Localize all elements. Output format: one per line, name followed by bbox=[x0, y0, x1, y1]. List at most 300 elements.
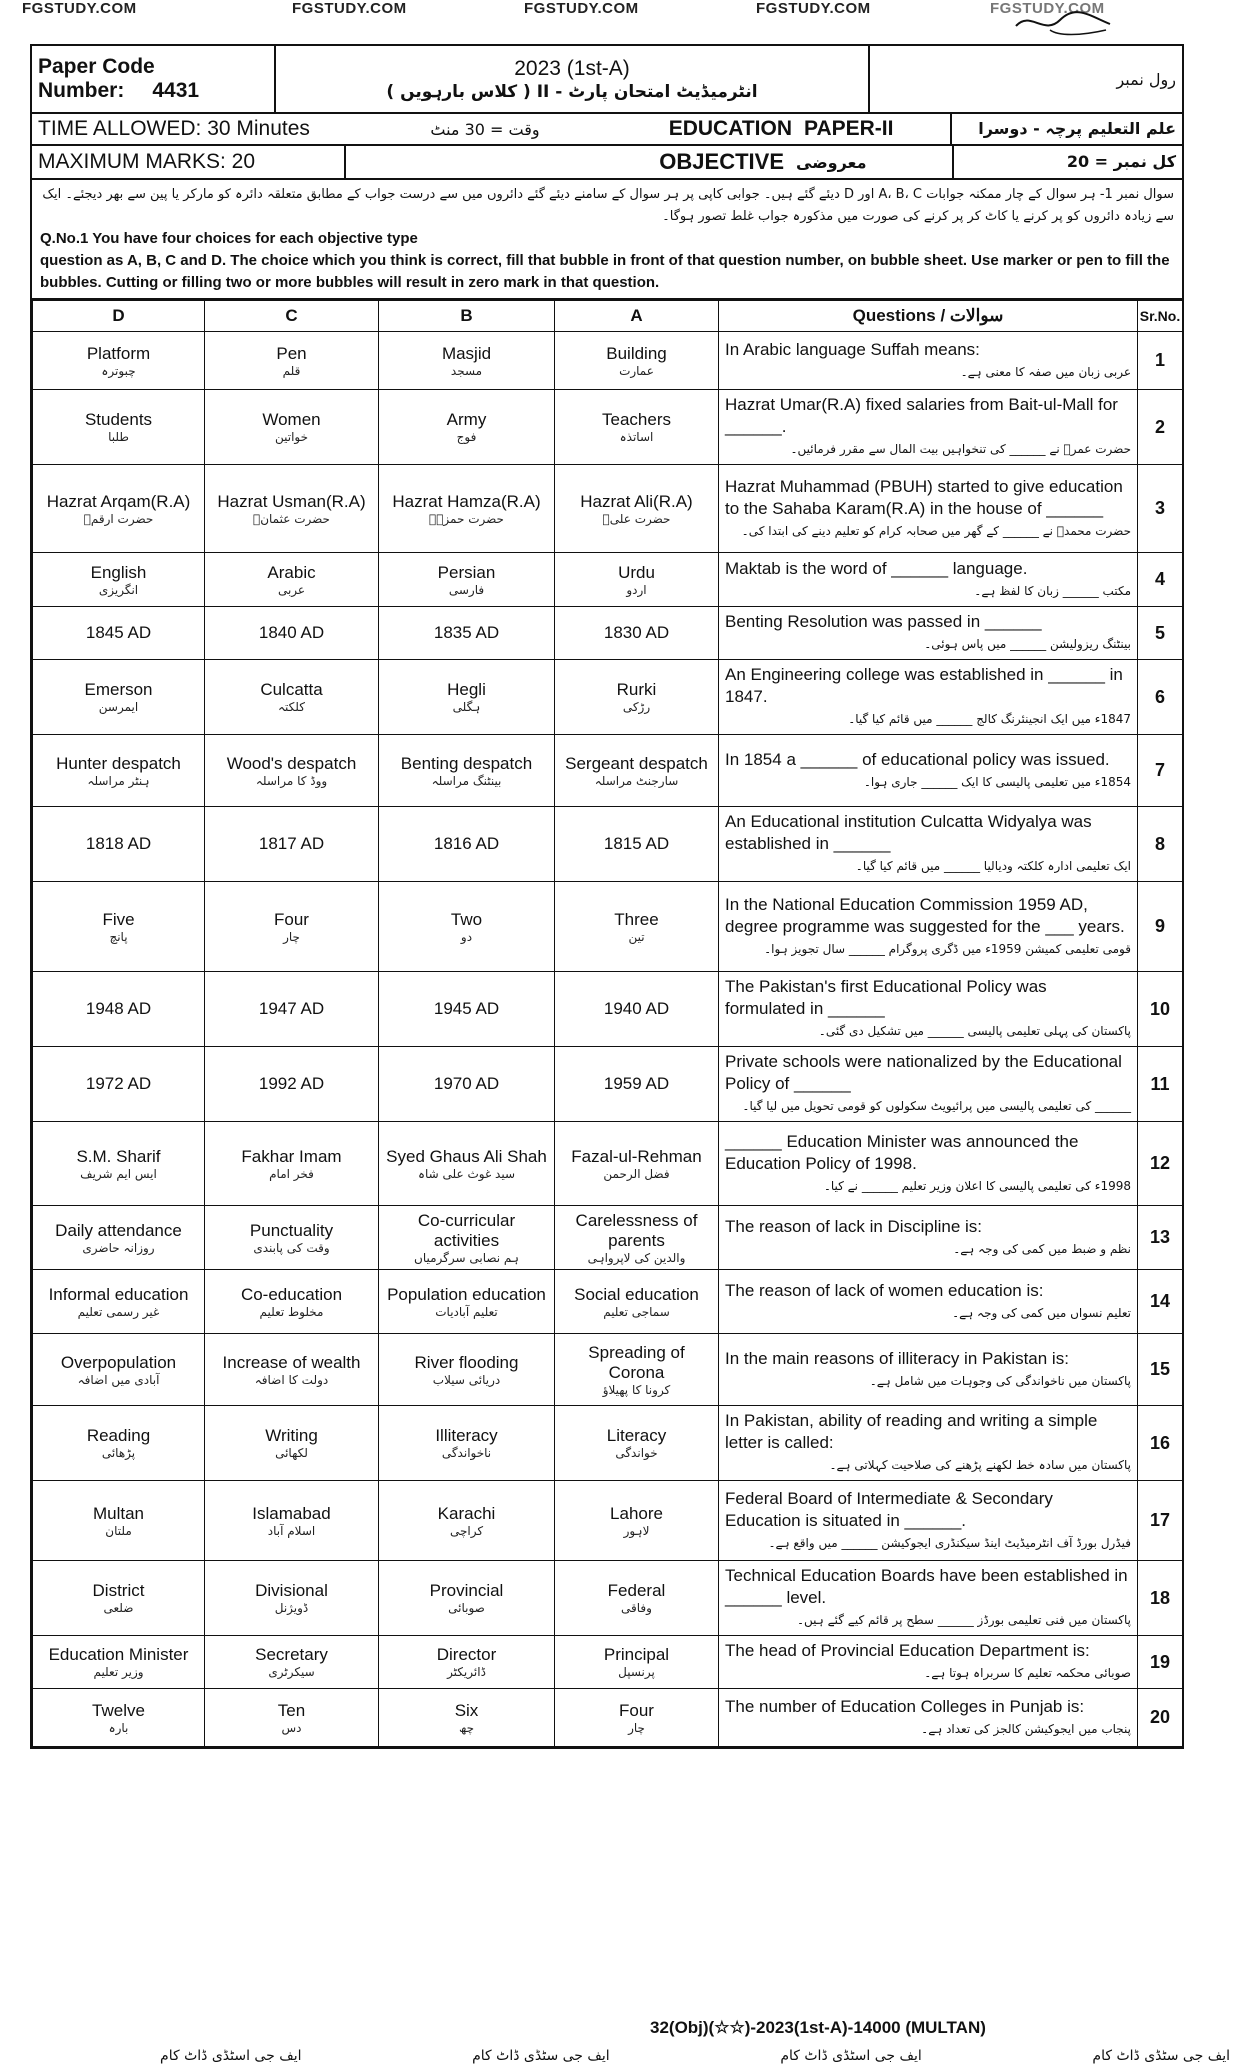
question-row bbox=[33, 1334, 1183, 1406]
option-a-urdu: عمارت bbox=[619, 363, 654, 378]
option-d-urdu: طلبا bbox=[108, 430, 129, 444]
option-c bbox=[205, 1406, 379, 1481]
option-a-text: 1815 AD bbox=[603, 834, 670, 853]
option-d bbox=[33, 332, 205, 390]
question-urdu: نظم و ضبط میں کمی کی وجہ ہے۔ bbox=[953, 1241, 1131, 1256]
option-a-urdu: تین bbox=[628, 929, 645, 944]
option-c-urdu: قلم bbox=[282, 363, 301, 378]
option-c-urdu: عربی bbox=[277, 582, 306, 597]
serial-number: 15 bbox=[1138, 1334, 1183, 1406]
option-c-urdu: حضرت عثمانؓ bbox=[253, 511, 330, 526]
option-a bbox=[555, 1481, 719, 1561]
option-a-text: 1959 AD bbox=[603, 1074, 670, 1093]
option-c-text: Women bbox=[262, 410, 321, 429]
serial-number: 13 bbox=[1138, 1206, 1183, 1270]
option-c-text: 1992 AD bbox=[258, 1074, 325, 1093]
option-b-urdu: ڈائریکٹر bbox=[447, 1665, 486, 1679]
option-d bbox=[33, 1636, 205, 1689]
option-a-urdu: خواندگی bbox=[615, 1446, 658, 1460]
option-a bbox=[555, 1270, 719, 1334]
watermark: FGSTUDY.COM bbox=[756, 0, 871, 17]
question-row bbox=[33, 1636, 1183, 1689]
option-b-text: Benting despatch bbox=[400, 753, 533, 773]
option-d-urdu: روزانہ حاضری bbox=[82, 1240, 155, 1255]
question-text-cell bbox=[719, 735, 1138, 807]
question-row bbox=[33, 1122, 1183, 1206]
option-a bbox=[555, 553, 719, 607]
exam-year: 2023 (1st-A) bbox=[514, 56, 630, 80]
question-row bbox=[33, 1561, 1183, 1636]
serial-number: 6 bbox=[1138, 660, 1183, 735]
footer-watermark: ایف جی اسٹڈی ڈاٹ کام bbox=[160, 2048, 302, 2064]
question-text-cell bbox=[719, 1206, 1138, 1270]
option-d-text: Hunter despatch bbox=[56, 753, 181, 773]
option-a-text: Teachers bbox=[602, 410, 671, 429]
header-row-code bbox=[32, 46, 1182, 114]
option-b bbox=[379, 553, 555, 607]
question-row bbox=[33, 1047, 1183, 1122]
question-row bbox=[33, 465, 1183, 553]
question-text: An Engineering college was established in ______ in 1847. bbox=[725, 665, 1123, 706]
option-d-urdu: ملتان bbox=[105, 1523, 132, 1538]
serial-number: 5 bbox=[1138, 607, 1183, 660]
option-b-text: 1835 AD bbox=[433, 623, 500, 642]
serial-number: 18 bbox=[1138, 1561, 1183, 1636]
max-marks: MAXIMUM MARKS: 20 bbox=[32, 146, 346, 178]
option-c-urdu: دس bbox=[281, 1720, 302, 1735]
option-b-urdu: فارسی bbox=[448, 582, 485, 597]
option-c-text: Wood's despatch bbox=[226, 753, 357, 773]
option-a-text: Fazal-ul-Rehman bbox=[571, 1146, 702, 1166]
option-c bbox=[205, 1481, 379, 1561]
option-c-urdu: خواتین bbox=[274, 430, 309, 444]
option-a-text: Building bbox=[606, 343, 667, 363]
question-urdu: تعلیم نسواں میں کمی کی وجہ ہے۔ bbox=[952, 1305, 1131, 1320]
option-a-urdu: لاہور bbox=[623, 1523, 650, 1538]
question-row bbox=[33, 972, 1183, 1047]
option-d-text: 1845 AD bbox=[85, 623, 152, 642]
option-c-text: 1947 AD bbox=[258, 999, 325, 1018]
option-b-text: 1816 AD bbox=[433, 834, 500, 853]
option-a-text: Federal bbox=[607, 1581, 666, 1600]
option-b-urdu: ہگلی bbox=[452, 700, 481, 714]
question-text-cell bbox=[719, 1561, 1138, 1636]
footer-watermark: ایف جی سٹڈی ڈاٹ کام bbox=[1092, 2048, 1230, 2064]
option-d bbox=[33, 1334, 205, 1406]
instructions bbox=[32, 180, 1182, 300]
questions-body bbox=[33, 332, 1183, 1747]
signature bbox=[1010, 6, 1120, 40]
serial-number: 16 bbox=[1138, 1406, 1183, 1481]
serial-number: 11 bbox=[1138, 1047, 1183, 1122]
table-header-row bbox=[33, 301, 1183, 332]
option-b-text: Persian bbox=[437, 562, 496, 582]
option-c-urdu: ڈویژنل bbox=[274, 1601, 309, 1615]
option-b-urdu: کراچی bbox=[449, 1523, 484, 1538]
watermark: FGSTUDY.COM bbox=[990, 0, 1105, 17]
option-d-urdu: پڑھائی bbox=[101, 1446, 136, 1460]
option-c bbox=[205, 660, 379, 735]
option-a-text: Rurki bbox=[616, 680, 657, 699]
option-c-text: Culcatta bbox=[260, 680, 323, 699]
option-d bbox=[33, 807, 205, 882]
option-c-urdu: وقت کی پابندی bbox=[253, 1240, 330, 1255]
question-urdu: بینٹنگ ریزولیشن ______ میں پاس ہوئی۔ bbox=[924, 637, 1131, 651]
watermark: FGSTUDY.COM bbox=[524, 0, 639, 17]
question-text-cell bbox=[719, 1406, 1138, 1481]
option-b bbox=[379, 1334, 555, 1406]
footer-watermark: ایف جی سٹڈی ڈاٹ کام bbox=[472, 2048, 610, 2064]
option-d-text: Twelve bbox=[92, 1700, 145, 1720]
total-marks: کل نمبر = 20 bbox=[952, 146, 1182, 178]
question-text: Technical Education Boards have been established in ______ level. bbox=[725, 1566, 1128, 1607]
question-urdu: صوبائی محکمہ تعلیم کا سربراہ ہوتا ہے۔ bbox=[924, 1666, 1131, 1680]
option-a-urdu: پرنسپل bbox=[618, 1665, 655, 1679]
option-d-text: Hazrat Arqam(R.A) bbox=[46, 491, 191, 511]
objective-label: OBJECTIVE bbox=[659, 149, 784, 174]
option-a-urdu: کرونا کا پھیلاؤ bbox=[602, 1382, 671, 1397]
option-d-text: Multan bbox=[92, 1503, 145, 1523]
question-urdu: حضرت عمرؓ نے ______ کی تنخواہیں بیت المال سے مقرر فرمائیں۔ bbox=[790, 442, 1131, 456]
option-c-text: Four bbox=[274, 909, 309, 929]
option-a-text: Social education bbox=[574, 1284, 699, 1304]
question-row bbox=[33, 660, 1183, 735]
questions-table bbox=[32, 300, 1183, 1747]
option-d-text: Overpopulation bbox=[60, 1352, 177, 1372]
option-c-text: 1840 AD bbox=[258, 623, 325, 642]
option-a-urdu: سارجنٹ مراسلہ bbox=[594, 773, 679, 788]
option-b bbox=[379, 1689, 555, 1747]
option-d-urdu: ضلعی bbox=[103, 1601, 134, 1615]
option-c-urdu: ووڈ کا مراسلہ bbox=[255, 773, 328, 788]
option-c bbox=[205, 1206, 379, 1270]
option-c bbox=[205, 390, 379, 465]
option-d bbox=[33, 1689, 205, 1747]
question-row bbox=[33, 882, 1183, 972]
serial-number: 19 bbox=[1138, 1636, 1183, 1689]
option-a bbox=[555, 1636, 719, 1689]
option-b-urdu: ناخواندگی bbox=[441, 1446, 492, 1460]
question-text: In the National Education Commission 1959 AD, degree programme was suggested for the ___ years. bbox=[725, 894, 1125, 936]
option-d-text: Platform bbox=[86, 343, 151, 363]
option-c bbox=[205, 1561, 379, 1636]
option-c bbox=[205, 882, 379, 972]
question-paper bbox=[30, 44, 1184, 1749]
header-sr: Sr.No. bbox=[1138, 301, 1183, 332]
option-b bbox=[379, 807, 555, 882]
option-d bbox=[33, 1206, 205, 1270]
option-b-urdu: تعلیم آبادیات bbox=[435, 1304, 498, 1319]
option-a bbox=[555, 390, 719, 465]
serial-number: 1 bbox=[1138, 332, 1183, 390]
question-urdu: 1847ء میں ایک انجینئرنگ کالج ______ میں قائم کیا گیا۔ bbox=[848, 712, 1131, 726]
question-urdu: عربی زبان میں صفہ کا معنی ہے۔ bbox=[960, 364, 1131, 379]
option-c-urdu: چار bbox=[283, 929, 300, 944]
option-a-text: Three bbox=[614, 909, 659, 929]
question-text: Benting Resolution was passed in ______ bbox=[725, 612, 1042, 631]
question-urdu: ایک تعلیمی ادارہ کلکتہ ودیالیا ______ میں قائم کیا گیا۔ bbox=[855, 859, 1131, 873]
instructions-body: question as A, B, C and D. The choice which you think is correct, fill that bubble in front of that question number, on bubble sheet. Use marker or pen to fill the bubbles. Cutting or filling two or more bubbles will result in zero mark in that question. bbox=[40, 252, 1170, 291]
question-text: ______ Education Minister was announced the Education Policy of 1998. bbox=[725, 1131, 1079, 1173]
option-a bbox=[555, 882, 719, 972]
option-b bbox=[379, 882, 555, 972]
question-text: The head of Provincial Education Department is: bbox=[725, 1641, 1090, 1660]
option-b-urdu: حضرت حمزہؓ bbox=[429, 511, 504, 526]
serial-number: 14 bbox=[1138, 1270, 1183, 1334]
option-a-urdu: اساتذہ bbox=[619, 430, 654, 444]
header-row-marks bbox=[32, 146, 1182, 180]
question-text-cell bbox=[719, 660, 1138, 735]
question-text: In Pakistan, ability of reading and writing a simple letter is called: bbox=[725, 1411, 1098, 1452]
option-c-text: Hazrat Usman(R.A) bbox=[217, 491, 366, 511]
question-text: Hazrat Muhammad (PBUH) started to give education to the Sahaba Karam(R.A) in the house of ______ bbox=[725, 476, 1123, 518]
option-b-text: 1970 AD bbox=[433, 1074, 500, 1093]
question-text: In the main reasons of illiteracy in Pakistan is: bbox=[725, 1348, 1069, 1368]
option-b bbox=[379, 465, 555, 553]
question-urdu: پاکستان کی پہلی تعلیمی پالیسی ______ میں تشکیل دی گئی۔ bbox=[818, 1024, 1131, 1038]
option-b-urdu: چھ bbox=[459, 1720, 474, 1735]
option-c-text: Pen bbox=[276, 343, 307, 363]
option-a bbox=[555, 1122, 719, 1206]
option-d bbox=[33, 1481, 205, 1561]
option-c-urdu: مخلوط تعلیم bbox=[259, 1304, 324, 1319]
question-text-cell bbox=[719, 1047, 1138, 1122]
question-text-cell bbox=[719, 1122, 1138, 1206]
serial-number: 2 bbox=[1138, 390, 1183, 465]
question-text: The reason of lack of women education is: bbox=[725, 1280, 1044, 1300]
question-text-cell bbox=[719, 972, 1138, 1047]
instructions-urdu: سوال نمبر 1- ہر سوال کے چار ممکنہ جوابات A، B، C اور D دیئے گئے ہیں۔ جوابی کاپی پر ہر سوال کے سامنے دیئے گئے دائروں میں سے درست جواب کے مطابق متعلقہ دائرہ کو مارکر یا پین سے بھر دیجئے۔ ایک سے زیادہ دائروں کو پر کرنے یا کاٹ کر پر کرنے کی صورت میں مذکورہ جواب غلط تصور ہوگا۔ bbox=[42, 187, 1174, 224]
option-a bbox=[555, 1561, 719, 1636]
question-row bbox=[33, 390, 1183, 465]
footer-watermarks bbox=[160, 2048, 1230, 2064]
question-text-cell bbox=[719, 1689, 1138, 1747]
option-a-urdu: حضرت علیؓ bbox=[602, 511, 671, 526]
option-a bbox=[555, 1334, 719, 1406]
option-b-urdu: ہم نصابی سرگرمیاں bbox=[414, 1250, 519, 1265]
option-d-urdu: وزیر تعلیم bbox=[93, 1665, 144, 1679]
option-d bbox=[33, 1270, 205, 1334]
option-a bbox=[555, 332, 719, 390]
question-text: Hazrat Umar(R.A) fixed salaries from Bait-ul-Mall for ______. bbox=[725, 395, 1118, 436]
option-c-text: Co-education bbox=[240, 1284, 343, 1304]
paper-footer-code: 32(Obj)(☆☆)-2023(1st-A)-14000 (MULTAN) bbox=[650, 2018, 986, 2037]
option-d-text: 1948 AD bbox=[85, 999, 152, 1018]
question-row bbox=[33, 1206, 1183, 1270]
option-b-text: River flooding bbox=[414, 1352, 519, 1372]
option-d-text: Daily attendance bbox=[55, 1220, 182, 1240]
option-d-text: English bbox=[90, 562, 147, 582]
option-a bbox=[555, 807, 719, 882]
paper-number: PAPER-II bbox=[804, 117, 894, 140]
serial-number: 12 bbox=[1138, 1122, 1183, 1206]
option-d bbox=[33, 1047, 205, 1122]
time-urdu: وقت = 30 منٹ bbox=[430, 119, 540, 139]
option-b-text: Masjid bbox=[441, 343, 492, 363]
option-b-urdu: سید غوث علی شاہ bbox=[417, 1166, 516, 1181]
option-c-text: Secretary bbox=[255, 1645, 328, 1664]
watermark: FGSTUDY.COM bbox=[22, 0, 137, 17]
option-c-text: Writing bbox=[265, 1426, 318, 1445]
question-text-cell bbox=[719, 553, 1138, 607]
question-text: Maktab is the word of ______ language. bbox=[725, 558, 1028, 578]
option-d bbox=[33, 735, 205, 807]
question-text: In Arabic language Suffah means: bbox=[725, 339, 980, 359]
option-c-text: Arabic bbox=[267, 562, 316, 582]
option-d-text: Five bbox=[102, 909, 135, 929]
header-row-time bbox=[32, 114, 1182, 146]
option-b bbox=[379, 607, 555, 660]
option-d-urdu: آبادی میں اضافہ bbox=[77, 1372, 160, 1387]
option-a bbox=[555, 972, 719, 1047]
question-urdu: حضرت محمدؐ نے ______ کے گھر میں صحابہ کرام کو تعلیم دینے کی ابتدا کی۔ bbox=[741, 523, 1131, 538]
option-d-text: Education Minister bbox=[48, 1645, 189, 1664]
option-c-urdu: فخر امام bbox=[269, 1166, 314, 1181]
option-d-urdu: غیر رسمی تعلیم bbox=[77, 1304, 160, 1319]
question-text-cell bbox=[719, 807, 1138, 882]
serial-number: 20 bbox=[1138, 1689, 1183, 1747]
roll-no-label: رول نمبر bbox=[1116, 69, 1176, 89]
number-label: Number: bbox=[38, 79, 125, 102]
question-text: An Educational institution Culcatta Widyalya was established in ______ bbox=[725, 812, 1092, 853]
option-a-text: Hazrat Ali(R.A) bbox=[580, 491, 693, 511]
question-row bbox=[33, 332, 1183, 390]
footer-watermark: ایف جی اسٹڈی ڈاٹ کام bbox=[780, 2048, 922, 2064]
option-b-urdu: دو bbox=[460, 929, 473, 944]
option-a-urdu: اردو bbox=[626, 582, 647, 597]
option-a-urdu: رڑکی bbox=[622, 700, 651, 714]
option-c-urdu: لکھائی bbox=[275, 1446, 308, 1460]
option-b-urdu: صوبائی bbox=[448, 1601, 485, 1615]
question-urdu: 1998ء کی تعلیمی پالیسی کا اعلان وزیر تعلیم ______ نے کیا۔ bbox=[823, 1178, 1131, 1193]
option-d-urdu: پانچ bbox=[109, 929, 128, 944]
option-c-text: Increase of wealth bbox=[222, 1352, 361, 1372]
question-text-cell bbox=[719, 390, 1138, 465]
option-c bbox=[205, 807, 379, 882]
option-c bbox=[205, 332, 379, 390]
option-b-text: Provincial bbox=[429, 1581, 504, 1600]
question-text-cell bbox=[719, 882, 1138, 972]
option-c bbox=[205, 465, 379, 553]
option-c-text: Divisional bbox=[255, 1581, 328, 1600]
option-a bbox=[555, 735, 719, 807]
option-b-urdu: دریائی سیلاب bbox=[432, 1372, 501, 1387]
question-row bbox=[33, 1270, 1183, 1334]
instructions-heading: Q.No.1 You have four choices for each objective type bbox=[40, 230, 418, 247]
objective-urdu: معروضی bbox=[796, 152, 867, 172]
header-a: A bbox=[555, 301, 719, 332]
header-d: D bbox=[33, 301, 205, 332]
serial-number: 17 bbox=[1138, 1481, 1183, 1561]
subject: EDUCATION bbox=[668, 117, 792, 140]
option-b-text: Two bbox=[450, 909, 483, 929]
option-a bbox=[555, 607, 719, 660]
option-b-urdu: فوج bbox=[456, 430, 477, 444]
option-d bbox=[33, 553, 205, 607]
option-d-text: Reading bbox=[86, 1426, 151, 1445]
option-d bbox=[33, 607, 205, 660]
option-a-urdu: والدین کی لاپرواہی bbox=[587, 1250, 686, 1265]
option-d bbox=[33, 1122, 205, 1206]
option-a-urdu: سماجی تعلیم bbox=[603, 1304, 670, 1319]
option-d bbox=[33, 465, 205, 553]
option-c-text: Ten bbox=[277, 1700, 306, 1720]
option-c-urdu: دولت کا اضافہ bbox=[254, 1372, 329, 1387]
option-a-text: Carelessness of parents bbox=[575, 1210, 698, 1250]
option-b bbox=[379, 390, 555, 465]
option-a-text: 1830 AD bbox=[603, 623, 670, 642]
question-row bbox=[33, 553, 1183, 607]
option-a-text: Sergeant despatch bbox=[565, 753, 708, 773]
option-c-urdu: اسلام آباد bbox=[267, 1523, 316, 1538]
question-urdu: ______ کی تعلیمی پالیسی میں پرائیویٹ سکولوں کو قومی تحویل میں لیا گیا۔ bbox=[742, 1099, 1131, 1113]
option-d-text: 1972 AD bbox=[85, 1074, 152, 1093]
option-b-text: Six bbox=[454, 1700, 479, 1720]
header-b: B bbox=[379, 301, 555, 332]
option-d-text: Emerson bbox=[84, 680, 153, 699]
question-text: The number of Education Colleges in Punjab is: bbox=[725, 1696, 1085, 1716]
exam-title: انٹرمیڈیٹ امتحان پارٹ - II ( کلاس بارہویں ) bbox=[386, 81, 758, 102]
option-c bbox=[205, 1689, 379, 1747]
question-text-cell bbox=[719, 1481, 1138, 1561]
option-d bbox=[33, 390, 205, 465]
option-c-text: Fakhar Imam bbox=[241, 1146, 342, 1166]
option-c bbox=[205, 1334, 379, 1406]
option-b bbox=[379, 332, 555, 390]
question-text: The reason of lack in Discipline is: bbox=[725, 1216, 983, 1236]
option-b bbox=[379, 1270, 555, 1334]
option-a bbox=[555, 1689, 719, 1747]
question-urdu: قومی تعلیمی کمیشن 1959ء میں ڈگری پروگرام ______ سال تجویز ہوا۔ bbox=[764, 941, 1131, 956]
option-a bbox=[555, 1406, 719, 1481]
option-d-urdu: بارہ bbox=[108, 1720, 129, 1735]
option-c-text: Islamabad bbox=[252, 1503, 331, 1523]
option-d-text: Students bbox=[84, 410, 153, 429]
option-b-text: Army bbox=[446, 410, 487, 429]
option-c bbox=[205, 553, 379, 607]
option-b-text: Director bbox=[436, 1645, 497, 1664]
option-b bbox=[379, 1406, 555, 1481]
option-d bbox=[33, 882, 205, 972]
serial-number: 8 bbox=[1138, 807, 1183, 882]
question-urdu: فیڈرل بورڈ آف انٹرمیڈیٹ اینڈ سیکنڈری ایجوکیشن ______ میں واقع ہے۔ bbox=[768, 1535, 1131, 1550]
option-b bbox=[379, 1636, 555, 1689]
option-a-urdu: وفاقی bbox=[621, 1601, 652, 1615]
option-d-urdu: ایس ایم شریف bbox=[80, 1166, 157, 1181]
option-b bbox=[379, 1122, 555, 1206]
option-a bbox=[555, 660, 719, 735]
option-a bbox=[555, 465, 719, 553]
question-text: Private schools were nationalized by the Educational Policy of ______ bbox=[725, 1052, 1122, 1093]
question-urdu: پاکستان میں فنی تعلیمی بورڈز ______ سطح پر قائم کیے گئے ہیں۔ bbox=[796, 1613, 1131, 1627]
question-text-cell bbox=[719, 332, 1138, 390]
option-b-text: Hazrat Hamza(R.A) bbox=[392, 491, 541, 511]
question-text: In 1854 a ______ of educational policy was issued. bbox=[725, 749, 1110, 769]
question-text: Federal Board of Intermediate & Secondary Education is situated in ______. bbox=[725, 1488, 1053, 1530]
question-row bbox=[33, 807, 1183, 882]
option-b-text: Co-curricular activities bbox=[417, 1210, 516, 1250]
option-c bbox=[205, 1122, 379, 1206]
option-d bbox=[33, 1406, 205, 1481]
option-b bbox=[379, 972, 555, 1047]
option-c-text: Punctuality bbox=[249, 1220, 334, 1240]
option-b bbox=[379, 735, 555, 807]
question-text-cell bbox=[719, 607, 1138, 660]
question-row bbox=[33, 607, 1183, 660]
question-urdu: 1854ء میں تعلیمی پالیسی کا ایک ______ جاری ہوا۔ bbox=[863, 774, 1131, 789]
paper-code-label: Paper Code bbox=[38, 55, 155, 78]
question-urdu: پنجاب میں ایجوکیشن کالجز کی تعداد ہے۔ bbox=[921, 1721, 1131, 1736]
